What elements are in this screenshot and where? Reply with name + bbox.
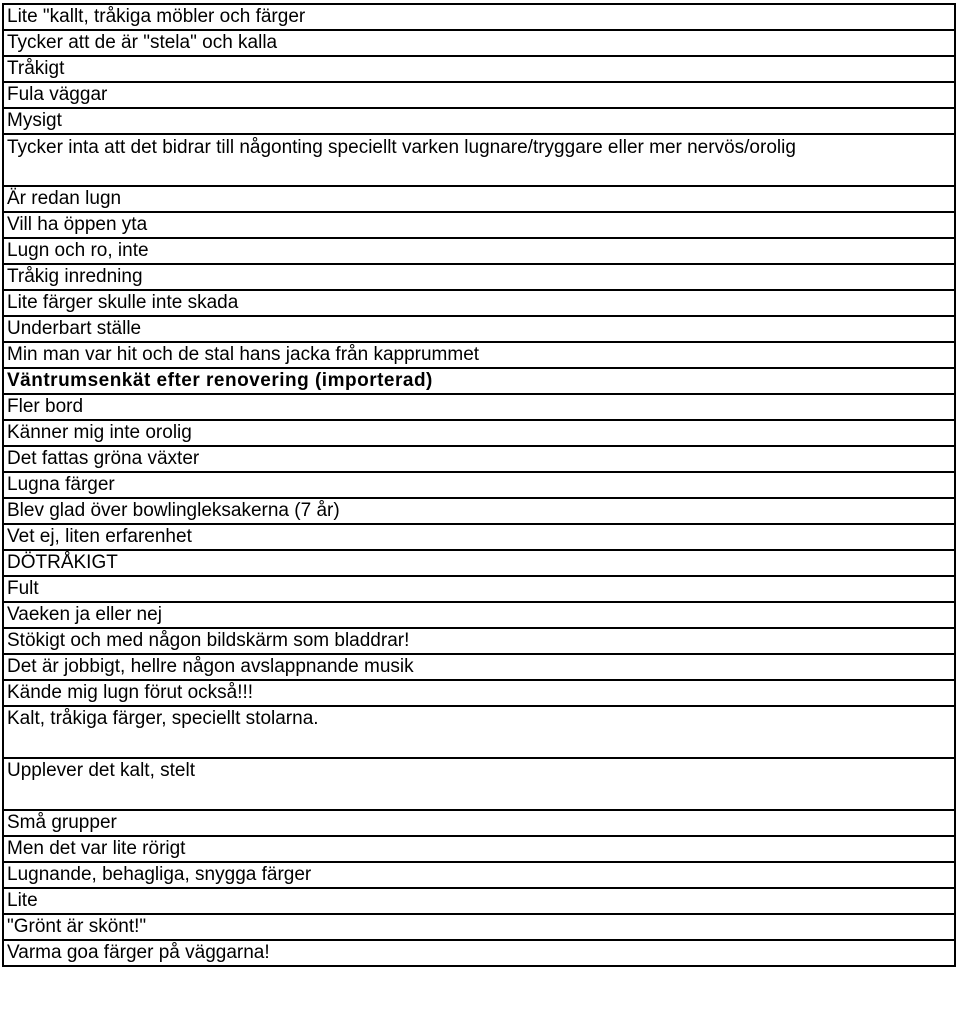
- table-cell[interactable]: Blev glad över bowlingleksakerna (7 år): [3, 498, 955, 524]
- table-row: [3, 888, 955, 914]
- table-row: [3, 914, 955, 940]
- table-row: [3, 316, 955, 342]
- table-row: [3, 82, 955, 108]
- survey-responses-table: [2, 3, 956, 967]
- table-cell[interactable]: Lugna färger: [3, 472, 955, 498]
- table-row: [3, 446, 955, 472]
- table-cell[interactable]: Lite: [3, 888, 955, 914]
- table-row: [3, 940, 955, 966]
- table-row: [3, 654, 955, 680]
- table-cell[interactable]: Fult: [3, 576, 955, 602]
- table-row: [3, 108, 955, 134]
- table-row: [3, 602, 955, 628]
- table-cell[interactable]: Vaeken ja eller nej: [3, 602, 955, 628]
- table-cell[interactable]: Det är jobbigt, hellre någon avslappnande musik: [3, 654, 955, 680]
- table-cell[interactable]: Mysigt: [3, 108, 955, 134]
- table-row: [3, 4, 955, 30]
- table-row: [3, 576, 955, 602]
- table-cell[interactable]: Min man var hit och de stal hans jacka från kapprummet: [3, 342, 955, 368]
- table-cell[interactable]: Lite färger skulle inte skada: [3, 290, 955, 316]
- section-heading-row: [3, 368, 955, 394]
- table-row: [3, 264, 955, 290]
- table-row: [3, 810, 955, 836]
- table-cell[interactable]: Tråkigt: [3, 56, 955, 82]
- table-cell[interactable]: Små grupper: [3, 810, 955, 836]
- table-row: [3, 290, 955, 316]
- table-row: [3, 342, 955, 368]
- table-row: [3, 212, 955, 238]
- table-row: [3, 238, 955, 264]
- table-cell[interactable]: Vill ha öppen yta: [3, 212, 955, 238]
- table-row: [3, 524, 955, 550]
- table-cell[interactable]: Varma goa färger på väggarna!: [3, 940, 955, 966]
- table-row: [3, 472, 955, 498]
- table-cell[interactable]: Tycker inta att det bidrar till någonting speciellt varken lugnare/tryggare eller mer nervös/orolig: [3, 134, 955, 186]
- table-row: [3, 836, 955, 862]
- table-cell[interactable]: Tycker att de är "stela" och kalla: [3, 30, 955, 56]
- table-cell[interactable]: Det fattas gröna växter: [3, 446, 955, 472]
- table-row: [3, 550, 955, 576]
- table-cell[interactable]: Är redan lugn: [3, 186, 955, 212]
- table-row: [3, 420, 955, 446]
- table-row: [3, 134, 955, 186]
- table-cell[interactable]: Upplever det kalt, stelt: [3, 758, 955, 810]
- table-cell[interactable]: Underbart ställe: [3, 316, 955, 342]
- table-row: [3, 56, 955, 82]
- table-cell[interactable]: "Grönt är skönt!": [3, 914, 955, 940]
- table-cell[interactable]: Lite "kallt, tråkiga möbler och färger: [3, 4, 955, 30]
- table-row: [3, 498, 955, 524]
- table-cell[interactable]: Kände mig lugn förut också!!!: [3, 680, 955, 706]
- table-row: [3, 680, 955, 706]
- table-row: [3, 706, 955, 758]
- table-row: [3, 758, 955, 810]
- table-cell[interactable]: Fula väggar: [3, 82, 955, 108]
- section-heading-cell[interactable]: Väntrumsenkät efter renovering (importerad): [3, 368, 955, 394]
- table-cell[interactable]: Känner mig inte orolig: [3, 420, 955, 446]
- table-cell[interactable]: Lugnande, behagliga, snygga färger: [3, 862, 955, 888]
- table-cell[interactable]: Men det var lite rörigt: [3, 836, 955, 862]
- table-cell[interactable]: Vet ej, liten erfarenhet: [3, 524, 955, 550]
- table-row: [3, 394, 955, 420]
- table-cell[interactable]: Tråkig inredning: [3, 264, 955, 290]
- table-row: [3, 862, 955, 888]
- table-row: [3, 30, 955, 56]
- table-cell[interactable]: Kalt, tråkiga färger, speciellt stolarna.: [3, 706, 955, 758]
- table-cell[interactable]: DÖTRÅKIGT: [3, 550, 955, 576]
- table-row: [3, 628, 955, 654]
- table-cell[interactable]: Stökigt och med någon bildskärm som bladdrar!: [3, 628, 955, 654]
- table-cell[interactable]: Fler bord: [3, 394, 955, 420]
- table-row: [3, 186, 955, 212]
- table-cell[interactable]: Lugn och ro, inte: [3, 238, 955, 264]
